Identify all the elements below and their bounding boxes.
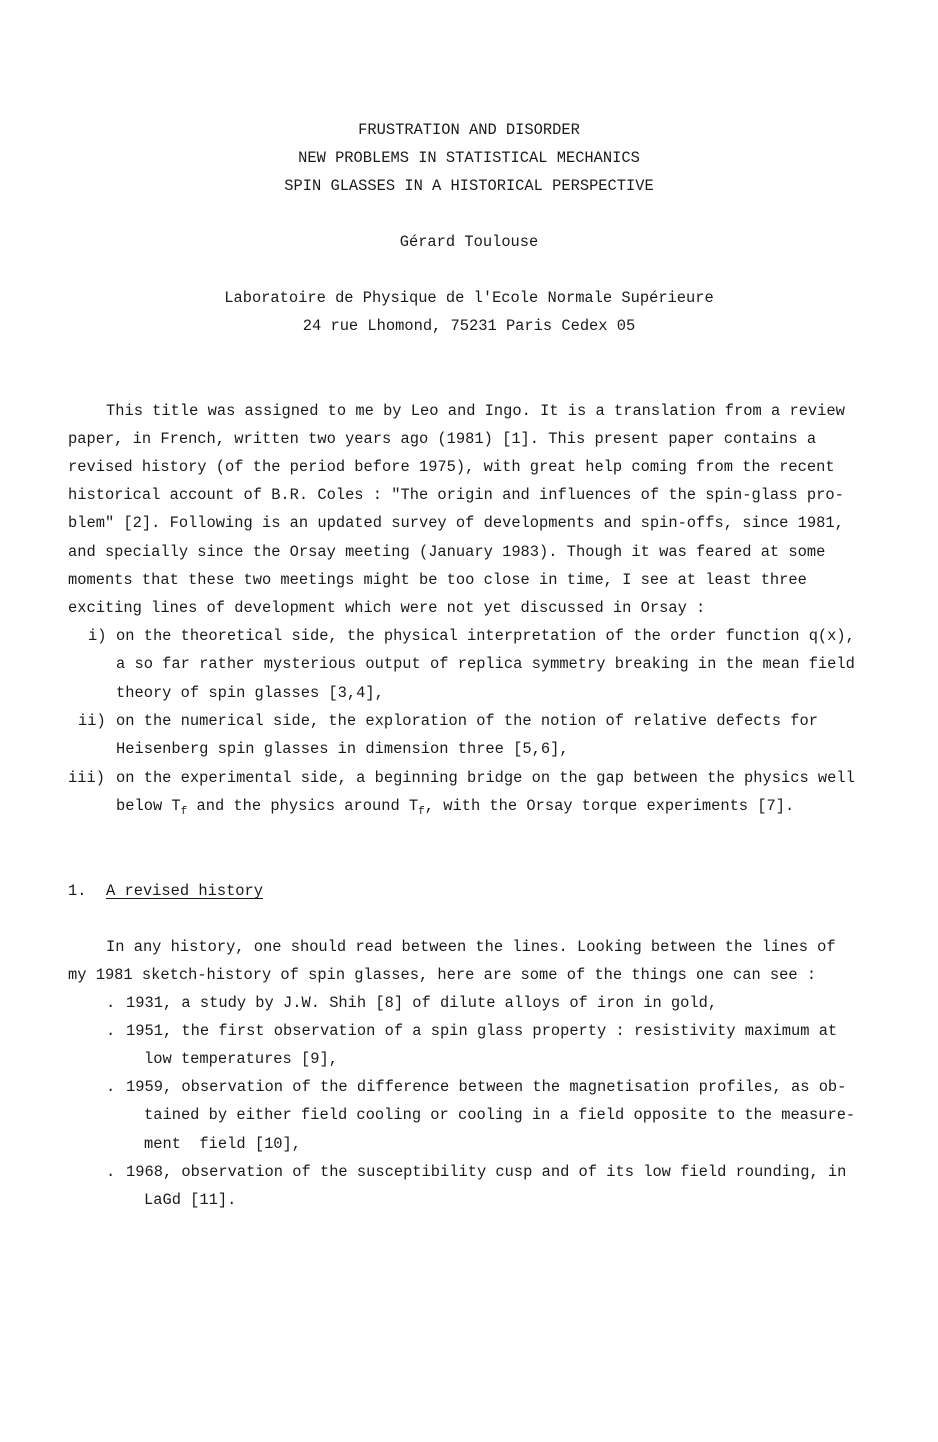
list-item-line: on the numerical side, the exploration of the notion of relative defects for [116, 712, 818, 730]
title-line-3: SPIN GLASSES IN A HISTORICAL PERSPECTIVE [284, 177, 654, 195]
section-title: A revised history [106, 882, 264, 900]
list-item-line: on the experimental side, a beginning bridge on the gap between the physics well [116, 769, 855, 787]
section-number: 1. [68, 882, 87, 900]
intro-line: historical account of B.R. Coles : "The origin and influences of the spin-glass pro- [68, 486, 844, 504]
bullet-marker: . [106, 1078, 116, 1096]
list-item-label: ii) [78, 712, 106, 730]
text-span: below T [116, 797, 181, 815]
subscript: f [418, 806, 425, 818]
intro-line: paper, in French, written two years ago (1981) [1]. This present paper contains a [68, 430, 817, 448]
text-span: and the physics around T [187, 797, 419, 815]
intro-line: This title was assigned to me by Leo and Ingo. It is a translation from a review [106, 402, 845, 420]
intro-line: and specially since the Orsay meeting (January 1983). Though it was feared at some [68, 543, 826, 561]
list-item-label: iii) [68, 769, 105, 787]
intro-line: revised history (of the period before 1975), with great help coming from the recent [68, 458, 835, 476]
title-line-2: NEW PROBLEMS IN STATISTICAL MECHANICS [298, 149, 640, 167]
bullet-marker: . [106, 1163, 116, 1181]
author-name: Gérard Toulouse [399, 233, 539, 251]
intro-line: exciting lines of development which were not yet discussed in Orsay : [68, 599, 706, 617]
list-item-line: theory of spin glasses [3,4], [116, 684, 384, 702]
bullet-line: tained by either field cooling or cooling in a field opposite to the measure- [144, 1106, 856, 1124]
list-item-line: on the theoretical side, the physical interpretation of the order function q(x), [116, 627, 855, 645]
bullet-marker: . [106, 994, 116, 1012]
section-line: In any history, one should read between the lines. Looking between the lines of [106, 938, 836, 956]
bullet-line: ment field [10], [144, 1135, 302, 1153]
bullet-line: low temperatures [9], [144, 1050, 338, 1068]
subscript: f [180, 806, 188, 818]
bullet-line: 1968, observation of the susceptibility cusp and of its low field rounding, in [126, 1163, 847, 1181]
section-line: my 1981 sketch-history of spin glasses, here are some of the things one can see : [68, 966, 817, 984]
bullet-line: LaGd [11]. [144, 1191, 237, 1209]
list-item-label: i) [88, 627, 107, 645]
text-span: , with the Orsay torque experiments [7]. [424, 797, 795, 815]
list-item-line: a so far rather mysterious output of replica symmetry breaking in the mean field [116, 655, 855, 673]
affiliation-line-2: 24 rue Lhomond, 75231 Paris Cedex 05 [302, 317, 636, 335]
bullet-marker: . [106, 1022, 116, 1040]
bullet-line: 1951, the first observation of a spin glass property : resistivity maximum at [126, 1022, 838, 1040]
title-line-1: FRUSTRATION AND DISORDER [358, 121, 580, 139]
list-item-line [116, 792, 794, 820]
intro-line: moments that these two meetings might be too close in time, I see at least three [68, 571, 807, 589]
bullet-line: 1931, a study by J.W. Shih [8] of dilute alloys of iron in gold, [126, 994, 718, 1012]
affiliation-line-1: Laboratoire de Physique de l'Ecole Normale Supérieure [224, 289, 714, 307]
bullet-line: 1959, observation of the difference between the magnetisation profiles, as ob- [126, 1078, 847, 1096]
intro-line: blem" [2]. Following is an updated survey of developments and spin-offs, since 1981, [68, 514, 844, 532]
list-item-line: Heisenberg spin glasses in dimension three [5,6], [116, 740, 569, 758]
